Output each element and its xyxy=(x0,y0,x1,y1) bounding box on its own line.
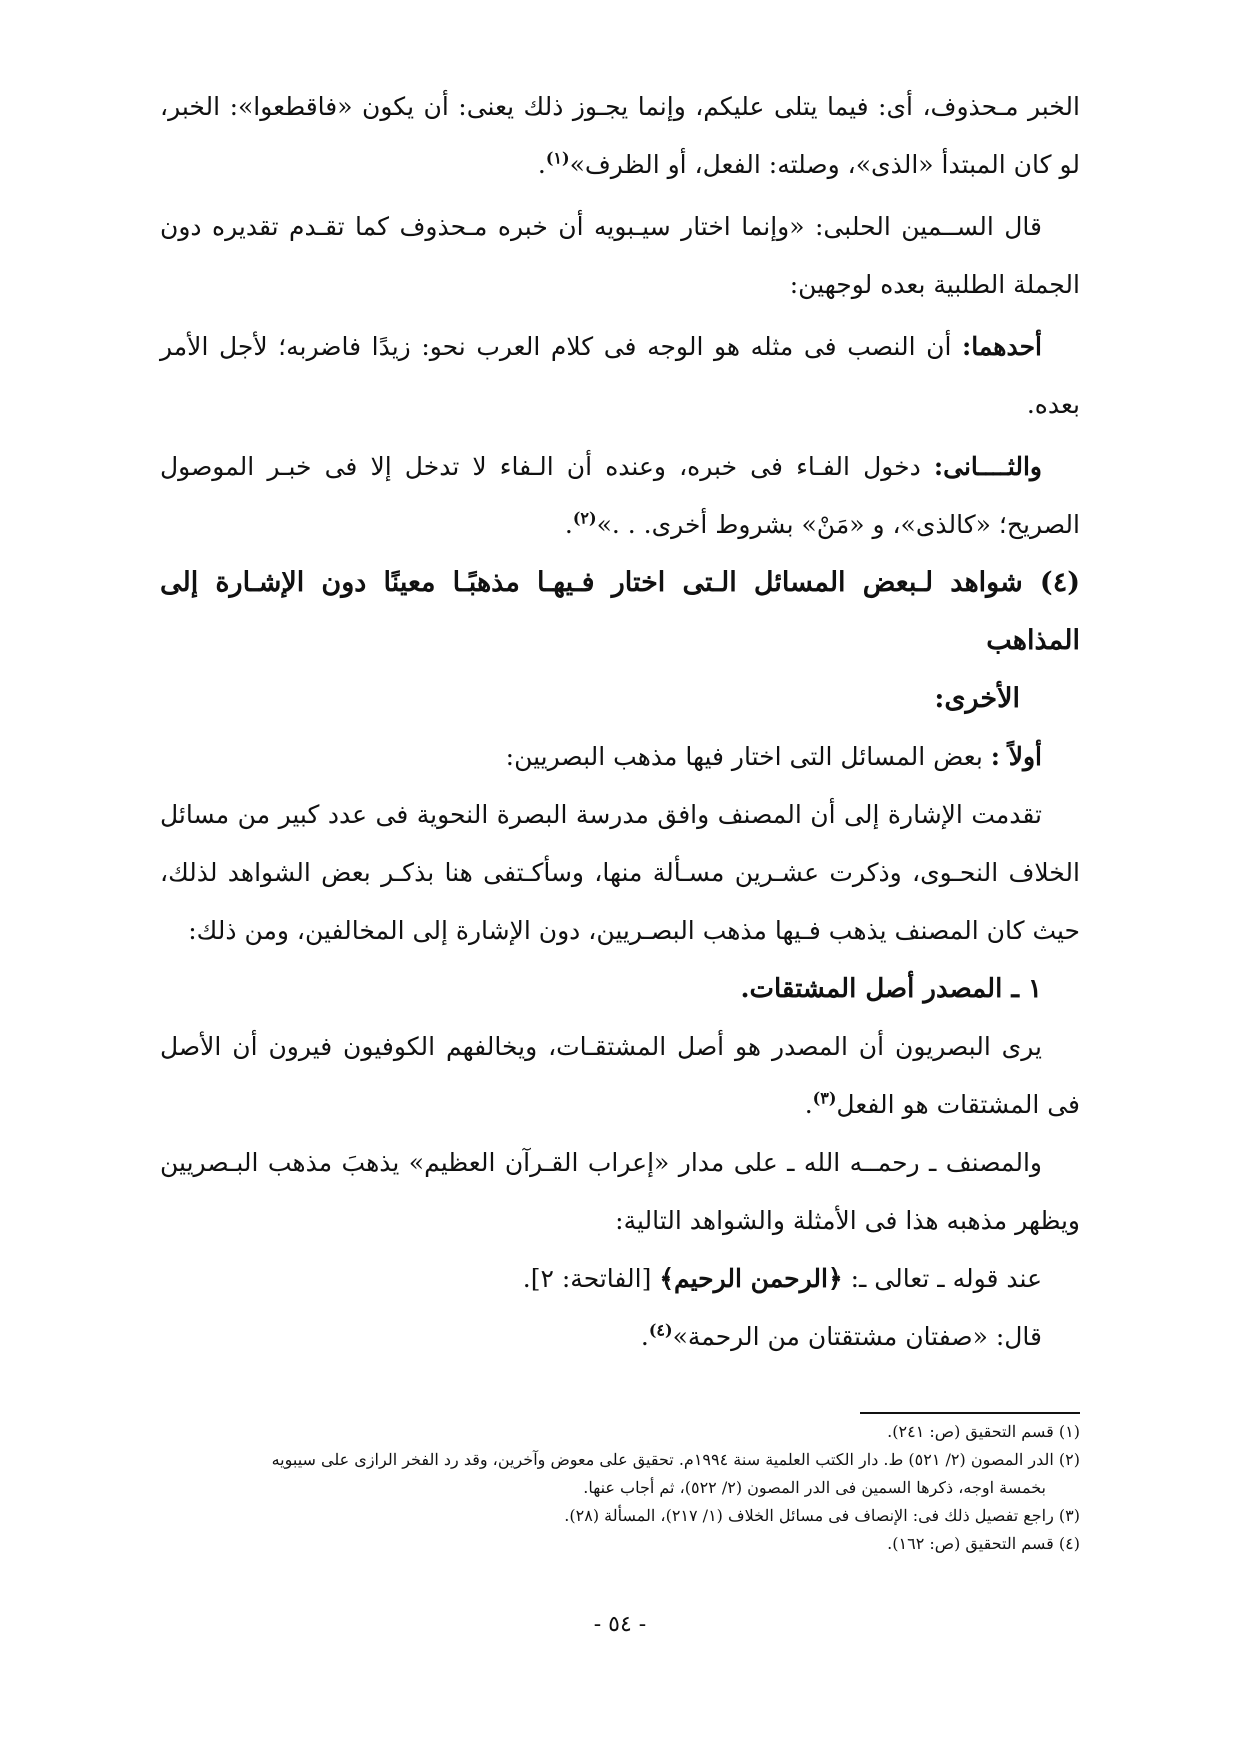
footnote-ref-1: (١) xyxy=(545,148,570,168)
page-body xyxy=(160,78,1080,1366)
paragraph-9-text-b: [الفاتحة: ٢]. xyxy=(522,1264,660,1293)
paragraph-6: تقدمت الإشارة إلى أن المصنف وافق مدرسة البصرة النحوية فى عدد كبير من مسائل الخلاف النحـوى، وذكرت عشـرين مسـألة منها، وسأكـتفى هنا بذكـر بعض الشواهد لذلك، حيث كان المصنف يذهب فـيها مذهب البصـريين، دون الإشارة إلى المخالفين، ومن ذلك: xyxy=(160,800,1080,945)
footnote-separator xyxy=(860,1412,1080,1414)
footnote-2-continuation: بخمسة اوجه، ذكرها السمين فى الدر المصون (٢/ ٥٢٢)، ثم أجاب عنها. xyxy=(583,1478,1046,1497)
paragraph-4: والثــــانى: دخول الفـاء فى خبره، وعنده أن الـفاء لا تدخل إلا فى خبـر الموصول الصريح؛ «كالذى»، و «مَنْ» بشروط أخرى. . .»$^{(٢)}$. xyxy=(160,452,1080,539)
quran-verse: ﴿الرحمن الرحيم﴾ xyxy=(659,1264,843,1293)
footnote-4: (٤) قسم التحقيق (ص: ١٦٢). xyxy=(887,1534,1080,1553)
footnotes xyxy=(160,1418,1080,1558)
paragraph-3 xyxy=(160,318,1080,434)
paragraph-5-text: بعض المسائل التى اختار فيها مذهب البصريين: xyxy=(505,742,991,771)
paragraph-4-text: دخول الفـاء فى خبره، وعنده أن الـفاء لا تدخل إلا فى خبـر الموصول الصريح؛ «كالذى»، و «مَنْ» بشروط أخرى. . .» xyxy=(160,452,1080,539)
paragraph-10: قال: «صفتان مشتقتان من الرحمة»$^{(٤)}$. xyxy=(640,1320,1042,1351)
paragraph-2: قال الســمين الحلبى: «وإنما اختار سيـبويه أن خبره مـحذوف كما تقـدم تقديره دون الجملة الطلبية بعده لوجهين: xyxy=(160,212,1080,299)
paragraph-10-text: قال: «صفتان مشتقتان من الرحمة» xyxy=(672,1322,1042,1351)
first-point-label: أولاً : xyxy=(990,742,1042,771)
section-heading-line-2: الأخرى: xyxy=(934,683,1020,714)
sub-heading: ١ ـ المصدر أصل المشتقات. xyxy=(740,974,1042,1004)
footnote-ref-3: (٣) xyxy=(812,1088,837,1108)
page-number: - ٥٤ - xyxy=(593,1612,647,1637)
paragraph-9-text-a: عند قوله ـ تعالى ـ: xyxy=(842,1264,1042,1293)
paragraph-3-text: أن النصب فى مثله هو الوجه فى كلام العرب نحو: زيدًا فاضربه؛ لأجل الأمر بعده. xyxy=(160,332,1080,419)
first-reason-label: أحدهما: xyxy=(961,332,1042,361)
paragraph-5 xyxy=(160,728,1080,786)
footnote-1: (١) قسم التحقيق (ص: ٢٤١). xyxy=(887,1422,1080,1441)
footnote-2: (٢) الدر المصون (٢/ ٥٢١) ط. دار الكتب العلمية سنة ١٩٩٤م. تحقيق على معوض وآخرين، وقد رد الفخر الرازى على سيبويه xyxy=(271,1450,1080,1469)
section-heading xyxy=(160,554,1080,728)
paragraph-1: الخبر مـحذوف، أى: فيما يتلى عليكم، وإنما يجـوز ذلك يعنى: أن يكون «فاقطعوا»: الخبر، لو كان المبتدأ «الذى»، وصلته: الفعل، أو الظرف»$^{(١)}$. xyxy=(160,92,1080,179)
section-heading-line-1: (٤) شواهد لـبعض المسائل الـتى اختار فـيهـا مذهبًـا معينًا دون الإشـارة إلى المذاهب xyxy=(160,567,1080,656)
paragraph-8: والمصنف ـ رحمــه الله ـ على مدار «إعراب القـرآن العظيم» يذهبَ مذهب البـصريين ويظهر مذهبه هذا فى الأمثلة والشواهد التالية: xyxy=(160,1148,1080,1235)
footnote-ref-2: (٢) xyxy=(572,508,597,528)
paragraph-7-text: يرى البصريون أن المصدر هو أصل المشتقـات، ويخالفهم الكوفيون فيرون أن الأصل فى المشتقات هو الفعل xyxy=(160,1032,1080,1119)
paragraph-9 xyxy=(160,1250,1080,1308)
paragraph-7: يرى البصريون أن المصدر هو أصل المشتقـات، ويخالفهم الكوفيون فيرون أن الأصل فى المشتقات هو الفعل$^{(٣)}$. xyxy=(160,1032,1080,1119)
footnote-ref-4: (٤) xyxy=(648,1320,673,1340)
footnote-3: (٣) راجع تفصيل ذلك فى: الإنصاف فى مسائل الخلاف (١/ ٢١٧)، المسألة (٢٨). xyxy=(564,1506,1080,1525)
paragraph-1-text: الخبر مـحذوف، أى: فيما يتلى عليكم، وإنما يجـوز ذلك يعنى: أن يكون «فاقطعوا»: الخبر، لو كان المبتدأ «الذى»، وصلته: الفعل، أو الظرف» xyxy=(160,92,1080,179)
second-reason-label: والثــــانى: xyxy=(933,452,1042,481)
